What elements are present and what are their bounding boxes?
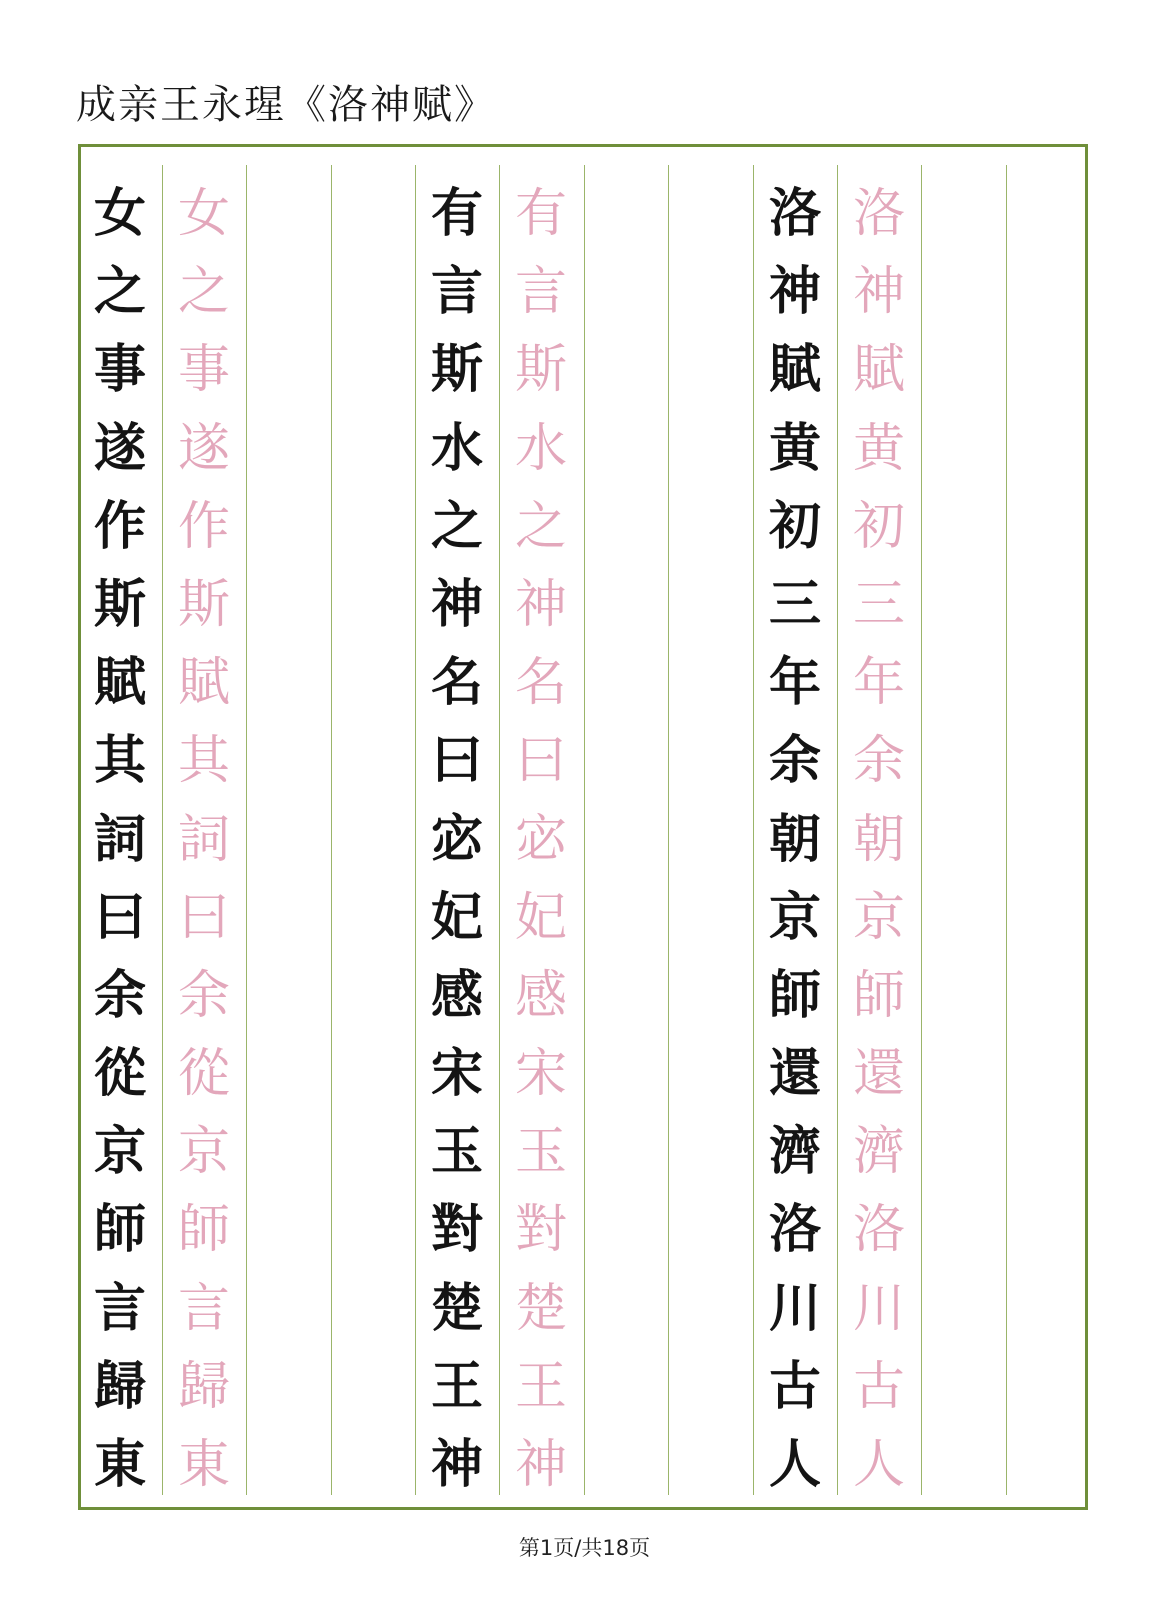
character-cell: 對 xyxy=(430,1199,483,1261)
character-cell: 斯 xyxy=(177,574,230,635)
grid-line xyxy=(331,165,332,1495)
character-cell: 斯 xyxy=(430,339,483,401)
character-cell: 洛 xyxy=(768,1199,821,1261)
character-cell: 對 xyxy=(514,1200,567,1261)
character-cell: 神 xyxy=(430,573,483,635)
character-cell: 黄 xyxy=(768,417,821,479)
character-cell: 妃 xyxy=(514,887,567,948)
character-cell: 師 xyxy=(768,964,821,1026)
character-cell: 宓 xyxy=(514,809,567,870)
character-cell: 王 xyxy=(514,1356,567,1417)
character-cell: 女 xyxy=(93,183,146,244)
character-cell: 古 xyxy=(852,1356,905,1417)
character-cell: 黄 xyxy=(852,418,905,479)
character-cell: 東 xyxy=(93,1434,146,1495)
character-cell: 言 xyxy=(430,261,483,323)
character-cell: 歸 xyxy=(177,1356,230,1417)
character-cell: 之 xyxy=(93,261,146,323)
text-column-1-ink xyxy=(753,175,837,1504)
character-cell: 神 xyxy=(514,574,567,635)
character-cell: 詞 xyxy=(177,809,230,870)
character-cell: 女 xyxy=(177,184,230,244)
character-cell: 余 xyxy=(177,965,230,1026)
character-cell: 言 xyxy=(514,262,567,323)
text-column-2-ink xyxy=(415,175,499,1504)
character-cell: 歸 xyxy=(93,1355,146,1417)
character-cell: 年 xyxy=(768,652,821,714)
character-cell: 東 xyxy=(177,1435,230,1495)
character-cell: 三 xyxy=(852,574,905,635)
character-cell: 楚 xyxy=(514,1278,567,1339)
character-cell: 還 xyxy=(768,1043,821,1105)
character-cell: 宋 xyxy=(514,1044,567,1105)
character-cell: 賦 xyxy=(177,653,230,714)
character-cell: 師 xyxy=(852,965,905,1026)
character-cell: 玉 xyxy=(514,1122,567,1183)
text-column-2-trace xyxy=(499,175,583,1504)
character-cell: 其 xyxy=(93,730,146,792)
text-column-3-ink xyxy=(78,175,162,1504)
character-cell: 初 xyxy=(852,496,905,557)
character-cell: 京 xyxy=(177,1122,230,1183)
character-cell: 神 xyxy=(514,1435,567,1495)
text-column-3-trace xyxy=(162,175,246,1504)
character-cell: 感 xyxy=(430,964,483,1026)
character-cell: 人 xyxy=(852,1435,905,1495)
character-cell: 作 xyxy=(177,496,230,557)
character-cell: 妃 xyxy=(430,886,483,948)
character-cell: 曰 xyxy=(93,886,146,948)
character-cell: 宓 xyxy=(430,808,483,870)
character-cell: 有 xyxy=(430,183,483,244)
character-cell: 朝 xyxy=(768,808,821,870)
character-cell: 賦 xyxy=(768,339,821,401)
character-cell: 賦 xyxy=(93,652,146,714)
character-cell: 從 xyxy=(93,1043,146,1105)
character-cell: 古 xyxy=(768,1355,821,1417)
character-cell: 斯 xyxy=(93,573,146,635)
character-cell: 川 xyxy=(852,1278,905,1339)
character-cell: 名 xyxy=(514,653,567,714)
character-cell: 之 xyxy=(177,262,230,323)
character-cell: 之 xyxy=(430,495,483,557)
text-column-1-trace xyxy=(837,175,921,1504)
character-cell: 水 xyxy=(430,417,483,479)
character-cell: 宋 xyxy=(430,1043,483,1105)
character-cell: 三 xyxy=(768,573,821,635)
character-cell: 曰 xyxy=(514,731,567,792)
character-cell: 京 xyxy=(852,887,905,948)
character-cell: 事 xyxy=(93,339,146,401)
character-cell: 王 xyxy=(430,1355,483,1417)
character-cell: 洛 xyxy=(768,183,821,244)
character-cell: 京 xyxy=(93,1121,146,1183)
character-cell: 師 xyxy=(93,1199,146,1261)
character-cell: 還 xyxy=(852,1044,905,1105)
grid-line xyxy=(668,165,669,1495)
grid-line xyxy=(584,165,585,1495)
character-cell: 有 xyxy=(514,184,567,244)
page-title: 成亲王永瑆《洛神赋》 xyxy=(76,82,496,128)
character-cell: 川 xyxy=(768,1277,821,1339)
character-cell: 朝 xyxy=(852,809,905,870)
character-cell: 洛 xyxy=(852,184,905,244)
character-cell: 余 xyxy=(768,730,821,792)
character-cell: 師 xyxy=(177,1200,230,1261)
character-cell: 神 xyxy=(430,1434,483,1495)
character-cell: 洛 xyxy=(852,1200,905,1261)
character-cell: 水 xyxy=(514,418,567,479)
character-cell: 余 xyxy=(852,731,905,792)
character-cell: 言 xyxy=(177,1278,230,1339)
character-cell: 名 xyxy=(430,652,483,714)
character-cell: 感 xyxy=(514,965,567,1026)
character-cell: 楚 xyxy=(430,1277,483,1339)
character-cell: 濟 xyxy=(768,1121,821,1183)
character-cell: 遂 xyxy=(93,417,146,479)
character-cell: 濟 xyxy=(852,1122,905,1183)
character-cell: 事 xyxy=(177,340,230,401)
character-cell: 玉 xyxy=(430,1121,483,1183)
character-cell: 從 xyxy=(177,1044,230,1105)
character-cell: 曰 xyxy=(430,730,483,792)
character-cell: 曰 xyxy=(177,887,230,948)
character-cell: 斯 xyxy=(514,340,567,401)
character-cell: 京 xyxy=(768,886,821,948)
grid-line xyxy=(1006,165,1007,1495)
grid-line xyxy=(921,165,922,1495)
character-cell: 作 xyxy=(93,495,146,557)
character-cell: 詞 xyxy=(93,808,146,870)
page-number: 第1页/共18页 xyxy=(518,1536,651,1560)
grid-line xyxy=(246,165,247,1495)
character-cell: 遂 xyxy=(177,418,230,479)
character-cell: 年 xyxy=(852,653,905,714)
character-cell: 賦 xyxy=(852,340,905,401)
character-cell: 神 xyxy=(852,262,905,323)
character-cell: 初 xyxy=(768,495,821,557)
character-cell: 余 xyxy=(93,964,146,1026)
character-cell: 神 xyxy=(768,261,821,323)
character-cell: 其 xyxy=(177,731,230,792)
character-cell: 之 xyxy=(514,496,567,557)
character-cell: 言 xyxy=(93,1277,146,1339)
character-cell: 人 xyxy=(768,1434,821,1495)
